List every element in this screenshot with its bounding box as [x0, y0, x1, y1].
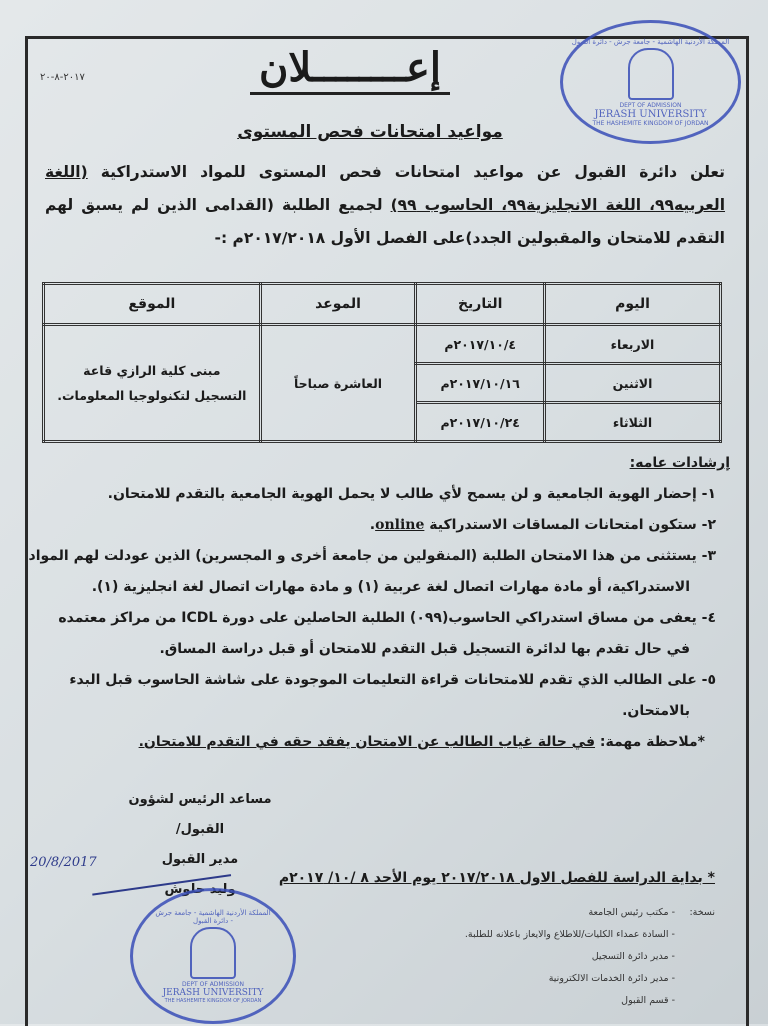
instruction-item-4-cont: في حال تقدم بها لدائرة التسجيل قبل التقدم للامتحان أو قبل دراسة المساق.: [159, 641, 690, 657]
header-location: الموقع: [44, 284, 261, 325]
list-item: - السادة عمداء الكليات/للاطلاع والايعاز باعلانه للطلبة.: [464, 929, 675, 940]
stamp-arabic: المملكة الأردنية الهاشمية - جامعة جرش - دائرة القبول: [155, 908, 271, 925]
header-date: التاريخ: [416, 284, 545, 325]
cell-date: ٢٠١٧/١٠/٤م: [416, 325, 545, 364]
cell-location: [44, 325, 261, 442]
instruction-item-5-cont: بالامتحان.: [622, 703, 690, 719]
document-date: ٢٠١٧-٨-٢٠: [40, 72, 85, 83]
cell-day: الثلاثاء: [544, 403, 720, 442]
cell-day: الاربعاء: [544, 325, 720, 364]
note-text: في حالة غياب الطالب عن الامتحان يفقد حقه في التقدم للامتحان.: [138, 734, 596, 750]
instruction-item-3-cont: الاستدراكية، أو مادة مهارات اتصال لغة عربية (١) و مادة مهارات اتصال لغة انجليزية (١).: [91, 579, 690, 595]
cell-date: ٢٠١٧/١٠/١٦م: [416, 364, 545, 403]
university-stamp-bottom: [130, 888, 296, 1024]
list-item: - مدير دائرة الخدمات الالكترونية: [548, 973, 675, 984]
university-stamp-top: [560, 20, 741, 144]
stamp-emblem-icon: [190, 927, 236, 979]
stamp-arabic: المملكة الأردنية الهاشمية - جامعة جرش - دائرة القبول: [571, 37, 730, 46]
handwritten-date: 20/8/2017: [30, 855, 97, 870]
intro-text-2: لجميع الطلبة (القدامى الذين لم يسبق لهم التقدم للامتحان والمقبولين الجدد)على الفصل الأول ٢٠١٧/٢٠١٨م :-: [45, 196, 725, 247]
list-item: - مدير دائرة التسجيل: [591, 951, 675, 962]
intro-text-1: تعلن دائرة القبول عن مواعيد امتحانات فحص المستوى للمواد الاستدراكية: [87, 163, 725, 181]
stamp-emblem-icon: [628, 48, 674, 100]
cell-day: الاثنين: [544, 364, 720, 403]
intro-subjects: (اللغة العربيه٩٩، اللغة الانجليزية٩٩، الحاسوب ٩٩): [45, 163, 726, 214]
announcement-title: إعــــــــلان: [250, 44, 450, 95]
instruction-item-5: ٥- على الطالب الذي تقدم للامتحانات قراءة التعليمات الموجودة على شاشة الحاسوب قبل البدء: [69, 672, 716, 688]
cell-time: العاشرة صباحاً: [260, 325, 416, 442]
location-line-1: مبنى كلية الرازي قاعة: [83, 363, 221, 378]
instruction-item-4: ٤- يعفى من مساق استدراكي الحاسوب(٠٩٩) الطلبة الحاصلين على دورة ICDL من مراكز معتمده: [58, 610, 716, 626]
stamp-dept: DEPT OF ADMISSION: [182, 980, 244, 988]
header-day: اليوم: [544, 284, 720, 325]
online-label: online: [375, 517, 425, 533]
instruction-item-3: ٣- يستثنى من هذا الامتحان الطلبة (المنقولين من جامعة أخرى و المجسرين) الذين عودلت لهم المواد: [28, 548, 716, 564]
stamp-university: JERASH UNIVERSITY: [594, 108, 707, 120]
signatory-position: مدير القبول: [161, 852, 239, 867]
table-row: [44, 325, 721, 364]
stamp-dept: DEPT OF ADMISSION: [619, 101, 682, 109]
copies-label: نسخة:: [689, 907, 715, 918]
instructions-heading: إرشادات عامه:: [629, 455, 730, 471]
subtitle: مواعيد امتحانات فحص المستوى: [237, 122, 503, 142]
stamp-country: THE HASHEMITE KINGDOM OF JORDAN: [592, 119, 709, 127]
note-label: *ملاحظة مهمة:: [595, 734, 705, 750]
header-time: الموعد: [260, 284, 416, 325]
intro-paragraph: [45, 156, 725, 255]
instruction-item-1: ١- إحضار الهوية الجامعية و لن يسمح لأي طالب لا يحمل الهوية الجامعية بالتقدم للامتحان.: [107, 486, 716, 502]
signatory-name: وليد حلوش: [164, 882, 236, 897]
table-header-row: [44, 284, 721, 325]
list-item: - قسم القبول: [621, 995, 675, 1006]
stamp-university: JERASH UNIVERSITY: [162, 987, 264, 998]
copies-list: [395, 902, 715, 1012]
list-item: - مكتب رئيس الجامعة: [588, 907, 675, 918]
signatory-title: مساعد الرئيس لشؤون القبول/: [128, 792, 272, 837]
important-note: [60, 727, 730, 758]
item-2-text: ٢- ستكون امتحانات المساقات الاستدراكية: [424, 517, 716, 533]
semester-start-note: * بداية الدراسة للفصل الاول ٢٠١٧/٢٠١٨ يوم الأحد ٨ /١٠/ ٢٠١٧م: [278, 870, 715, 886]
instruction-item-2: ٢- ستكون امتحانات المساقات الاستدراكية online.: [369, 517, 716, 533]
schedule-table: [42, 282, 722, 443]
stamp-country: THE HASHEMITE KINGDOM OF JORDAN: [164, 997, 262, 1004]
cell-date: ٢٠١٧/١٠/٢٤م: [416, 403, 545, 442]
location-line-2: التسجيل لتكنولوجيا المعلومات.: [57, 388, 247, 403]
instructions: [28, 448, 730, 758]
